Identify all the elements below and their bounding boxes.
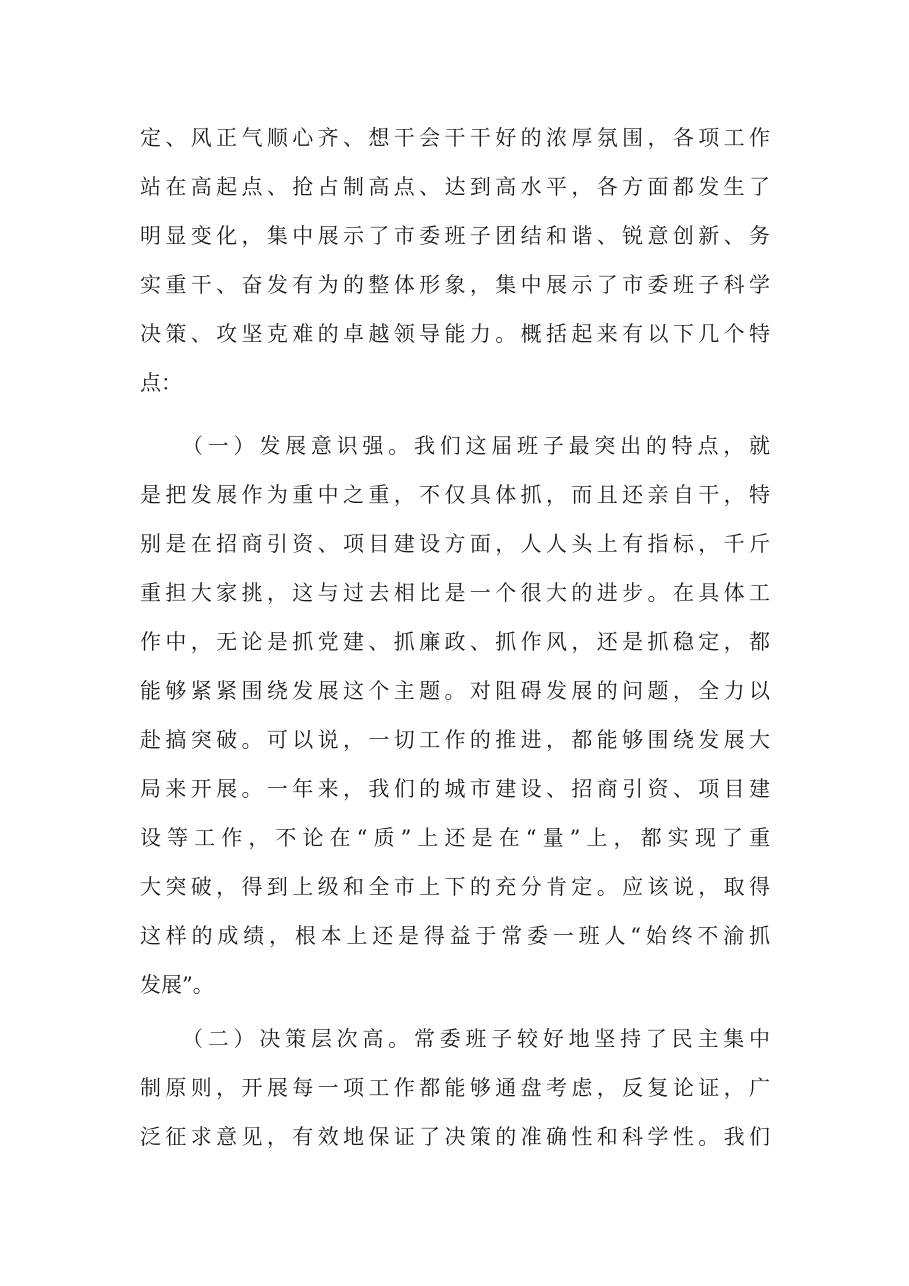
text-line: 决策、攻坚克难的卓越领导能力。概括起来有以下几个特 <box>140 322 770 346</box>
text-line: 局来开展。一年来，我们的城市建设、招商引资、项目建 <box>140 777 770 801</box>
text-line: 这样的成绩，根本上还是得益于常委一班人“始终不渝抓 <box>140 924 770 948</box>
text-line: 制原则，开展每一项工作都能够通盘考虑，反复论证，广 <box>140 1076 770 1100</box>
text-line: 泛征求意见，有效地保证了决策的准确性和科学性。我们 <box>140 1125 770 1149</box>
text-line: 赴搞突破。可以说，一切工作的推进，都能够围绕发展大 <box>140 728 770 752</box>
text-line: 站在高起点、抢占制高点、达到高水平，各方面都发生了 <box>140 175 770 199</box>
text-line: 点： <box>140 371 182 395</box>
text-line: 作中，无论是抓党建、抓廉政、抓作风，还是抓稳定，都 <box>140 630 770 654</box>
text-line: （一）发展意识强。我们这届班子最突出的特点，就 <box>182 434 770 458</box>
paragraph-decision-level <box>140 1015 770 1162</box>
text-line: 实重干、奋发有为的整体形象，集中展示了市委班子科学 <box>140 273 770 297</box>
text-line: （二）决策层次高。常委班子较好地坚持了民主集中 <box>182 1027 770 1051</box>
text-line: 是把发展作为重中之重，不仅具体抓，而且还亲自干，特 <box>140 483 770 507</box>
paragraph-intro-continued <box>140 114 770 408</box>
text-line: 别是在招商引资、项目建设方面，人人头上有指标，千斤 <box>140 532 770 556</box>
text-line: 设等工作，不论在“质”上还是在“量”上，都实现了重 <box>140 826 770 850</box>
text-line: 重担大家挑，这与过去相比是一个很大的进步。在具体工 <box>140 581 770 605</box>
paragraph-development-awareness <box>140 422 770 1010</box>
text-line: 发展”。 <box>140 973 214 997</box>
text-line: 能够紧紧围绕发展这个主题。对阻碍发展的问题，全力以 <box>140 679 770 703</box>
text-line: 大突破，得到上级和全市上下的充分肯定。应该说，取得 <box>140 875 770 899</box>
text-line: 定、风正气顺心齐、想干会干干好的浓厚氛围，各项工作 <box>140 126 770 150</box>
text-line: 明显变化，集中展示了市委班子团结和谐、锐意创新、务 <box>140 224 770 248</box>
